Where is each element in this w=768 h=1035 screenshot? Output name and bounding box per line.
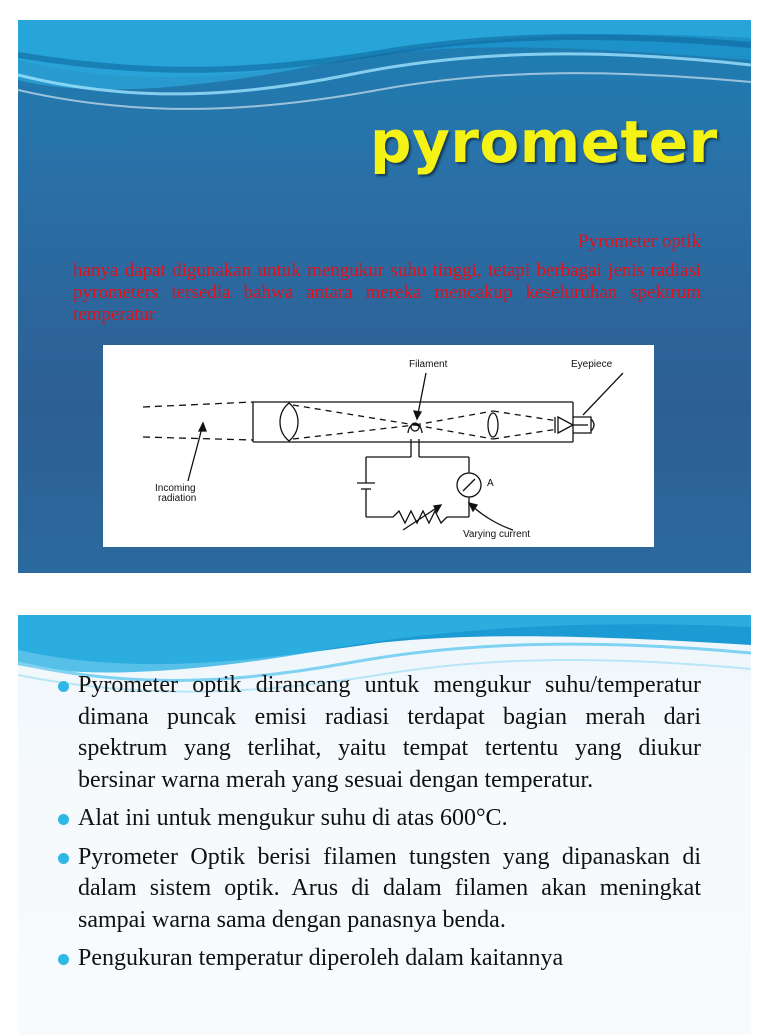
- bullet-dot-icon: [58, 954, 69, 965]
- slide-pyrometer-title: [18, 20, 751, 573]
- list-item: [58, 803, 701, 835]
- bullet-text: Alat ini untuk mengukur suhu di atas 600°C.: [78, 805, 508, 831]
- slide-optical-pyrometer-notes: [18, 615, 751, 1035]
- bullet-text: Pyrometer optik dirancang untuk mengukur suhu/temperatur dimana puncak emisi radiasi terdapat bagian merah dari spektrum yang terlihat, yaitu tempat tertentu yang diukur bersinar warna merah yang sesuai dengan temperatur.: [78, 672, 701, 793]
- filament-label: Filament: [409, 359, 448, 370]
- bullet-dot-icon: [58, 853, 69, 864]
- pyrometer-diagram: [103, 345, 654, 547]
- list-item: [58, 842, 701, 937]
- intro-heading: Pyrometer optik: [578, 231, 701, 252]
- bullet-list: [58, 670, 701, 982]
- list-item: [58, 943, 701, 975]
- slide-title: pyrometer: [370, 108, 718, 176]
- varying-current-label: Varying current: [463, 529, 531, 540]
- incoming-radiation-label-line2: radiation: [158, 493, 197, 504]
- bullet-dot-icon: [58, 681, 69, 692]
- pyrometer-diagram-drawing: [103, 345, 654, 547]
- list-item: [58, 670, 701, 796]
- intro-paragraph: hanya dapat digunakan untuk mengukur suhu tinggi, tetapi berbagai jenis radiasi pyrometers tersedia bahwa antara mereka mencakup keseluruhan spektrum temperatur: [73, 260, 701, 325]
- bullet-dot-icon: [58, 814, 69, 825]
- bullet-text: Pengukuran temperatur diperoleh dalam kaitannya: [78, 945, 564, 971]
- eyepiece-label: Eyepiece: [571, 359, 613, 370]
- ammeter-label: A: [487, 478, 494, 489]
- bullet-text: Pyrometer Optik berisi filamen tungsten yang dipanaskan di dalam sistem optik. Arus di dalam filamen akan meningkat sampai warna sama dengan panasnya benda.: [78, 843, 701, 933]
- incoming-radiation-label-line1: Incoming: [155, 483, 196, 494]
